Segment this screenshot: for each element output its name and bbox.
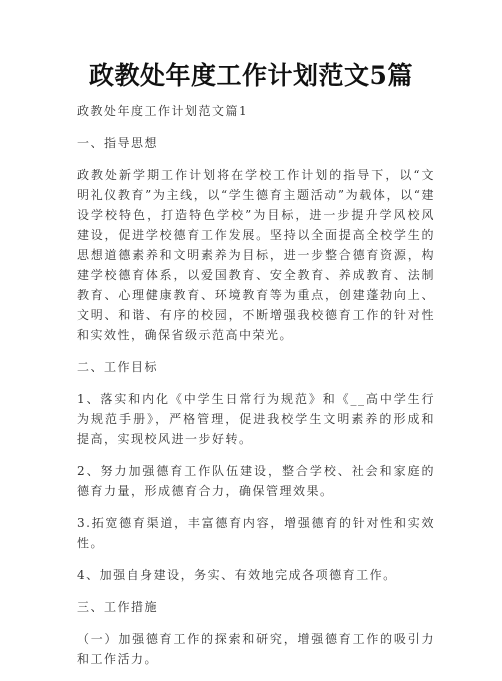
goal-item-1: 1、落实和内化《中学生日常行为规范》和《__高中学生行为规范手册》，严格管理，促进我校学生文明素养的形成和提高，实现校风进一步好转。 <box>77 392 435 446</box>
document-subtitle: 政教处年度工作计划范文篇1 <box>77 104 249 118</box>
measure-item-1: （一）加强德育工作的探索和研究，增强德育工作的吸引力和工作活力。 <box>77 632 435 666</box>
goal-item-4: 4、加强自身建设，务实、有效地完成各项德育工作。 <box>77 568 397 582</box>
paragraph-guiding-ideology: 政教处新学期工作计划将在学校工作计划的指导下，以“文明礼仪教育”为主线，以“学生德育主题活动”为载体，以“建设学校特色，打造特色学校”为目标，进一步提升学风校风建设，促进学校德育工作发展。坚持以全面提高全校学生的思想道德素养和文明素养为目标，进一步整合德育资源，构建学校德育体系，以爱国教育、安全教育、养成教育、法制教育、心理健康教育、环境教育等为重点，创建蓬勃向上、文明、和谐、有序的校园，不断增强我校德育工作的针对性和实效性，确保省级示范高中荣光。 <box>77 168 435 342</box>
section-heading-work-goals: 二、工作目标 <box>77 360 159 374</box>
section-heading-guiding-ideology: 一、指导思想 <box>77 136 159 150</box>
section-heading-work-measures: 三、工作措施 <box>77 600 159 614</box>
document-title: 政教处年度工作计划范文5篇 <box>89 61 413 90</box>
document-body <box>77 101 435 681</box>
goal-item-2: 2、努力加强德育工作队伍建设，整合学校、社会和家庭的德育力量，形成德育合力，确保管理效果。 <box>77 464 435 498</box>
goal-item-3: 3.拓宽德育渠道，丰富德育内容，增强德育的针对性和实效性。 <box>77 516 435 550</box>
